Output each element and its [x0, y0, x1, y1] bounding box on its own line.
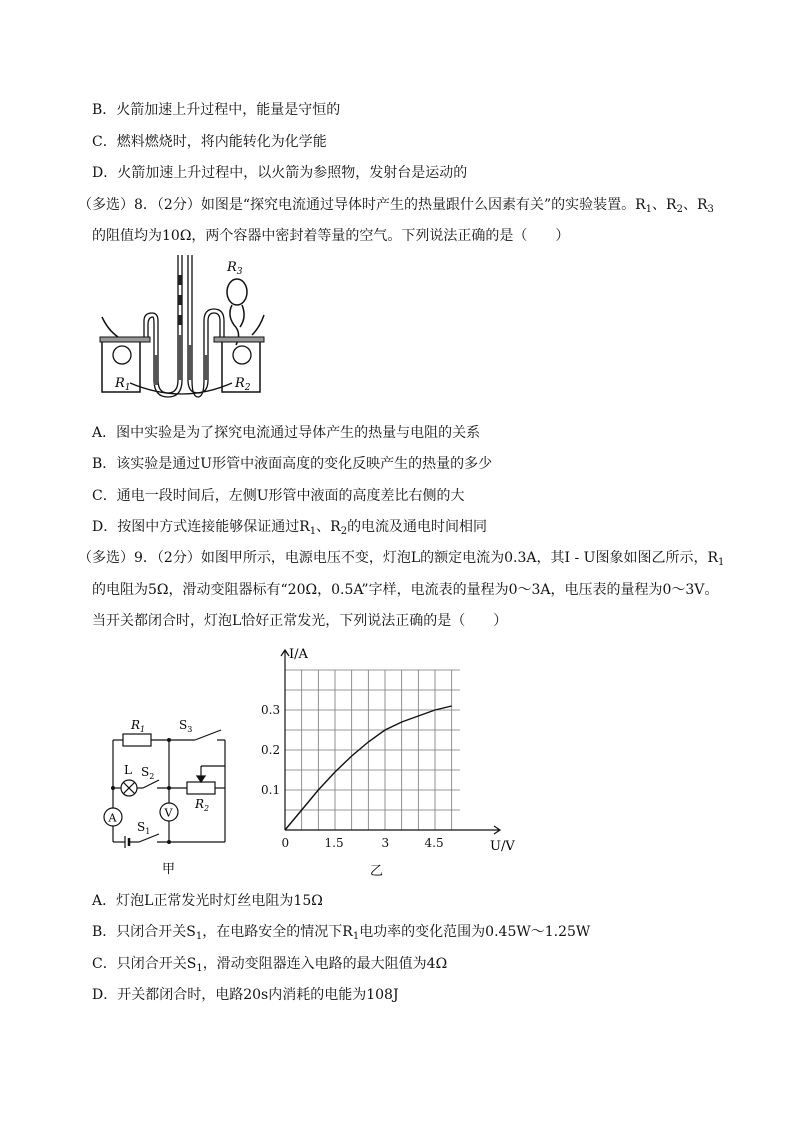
x-axis	[285, 826, 500, 834]
y-tick-label: 0.2	[261, 743, 281, 757]
svg-text:S1: $S_1$	[137, 820, 151, 836]
x-axis-label: U/V	[490, 839, 515, 854]
q9-stem-line3: 当开关都闭合时，灯泡L恰好正常发光，下列说法正确的是（ ）	[92, 613, 508, 629]
svg-text:S2: $S_2$	[141, 765, 155, 781]
q9-option-b: B．只闭合开关$S_1$，在电路安全的情况下$R_1$电功率的变化范围为0.45W～1.25W	[92, 924, 591, 942]
q8-option-b: B．该实验是通过U形管中液面高度的变化反映产生的热量的多少	[92, 456, 493, 472]
q8-apparatus-figure	[92, 255, 272, 405]
x-tick-label: 3	[381, 836, 390, 850]
q9-option-c: C．只闭合开关$S_1$，滑动变阻器连入电路的最大阻值为4Ω	[92, 956, 448, 974]
label-r3: $R_3$	[227, 260, 243, 277]
q9-stem-line1: （多选）9．（2分）如图甲所示，电源电压不变，灯泡L的额定电流为0.3A，其I - U图象如图乙所示，$R_1$	[78, 550, 725, 568]
svg-text:R1: $R_1$	[131, 718, 146, 734]
q8-stem-line1: （多选）8．（2分）如图是“探究电流通过导体时产生的热量跟什么因素有关”的实验装置。$R_1$、$R_2$、$R_3$	[78, 197, 714, 215]
q8-stem-line2: 的阻值均为10Ω，两个容器中密封着等量的空气。下列说法正确的是（ ）	[92, 228, 570, 244]
label-r2: $R_2$	[235, 376, 251, 393]
q7-option-d: D．火箭加速上升过程中，以火箭为参照物，发射台是运动的	[92, 165, 468, 181]
y-axis-label: I/A	[289, 647, 308, 662]
label-r1: $R_1$	[115, 376, 131, 393]
x-tick-label: 0	[281, 836, 290, 850]
caption-yi: 乙	[370, 864, 384, 879]
y-tick-label: 0.3	[261, 703, 281, 717]
q9-iu-graph	[250, 645, 540, 880]
svg-text:A: A	[108, 811, 117, 825]
q9-option-d: D．开关都闭合时，电路20s内消耗的电能为108J	[92, 987, 399, 1003]
q9-option-a: A．灯泡L正常发光时灯丝电阻为15Ω	[92, 893, 323, 909]
x-tick-label: 1.5	[324, 836, 344, 850]
x-tick-label: 4.5	[424, 836, 444, 850]
q7-option-b: B．火箭加速上升过程中，能量是守恒的	[92, 102, 341, 118]
q9-circuit-diagram	[95, 710, 245, 880]
caption-jia: 甲	[162, 862, 176, 877]
q8-option-c: C．通电一段时间后，左侧U形管中液面的高度差比右侧的大	[92, 488, 465, 504]
q8-option-a: A．图中实验是为了探究电流通过导体产生的热量与电阻的关系	[92, 425, 481, 441]
q7-option-c: C．燃料燃烧时，将内能转化为化学能	[92, 134, 327, 150]
q8-option-d: D．按图中方式连接能够保证通过$R_1$、$R_2$的电流及通电时间相同	[92, 519, 488, 537]
svg-text:S3: $S_3$	[179, 718, 193, 734]
y-axis	[281, 650, 289, 830]
svg-text:L: L	[124, 763, 132, 777]
svg-text:R2: $R_2$	[195, 797, 210, 813]
y-tick-label: 0.1	[261, 783, 281, 797]
svg-text:V: V	[164, 806, 173, 820]
q9-stem-line2: 的电阻为5Ω，滑动变阻器标有“20Ω，0.5A”字样，电流表的量程为0～3A，电压表的量程为0～3V。	[92, 582, 719, 598]
